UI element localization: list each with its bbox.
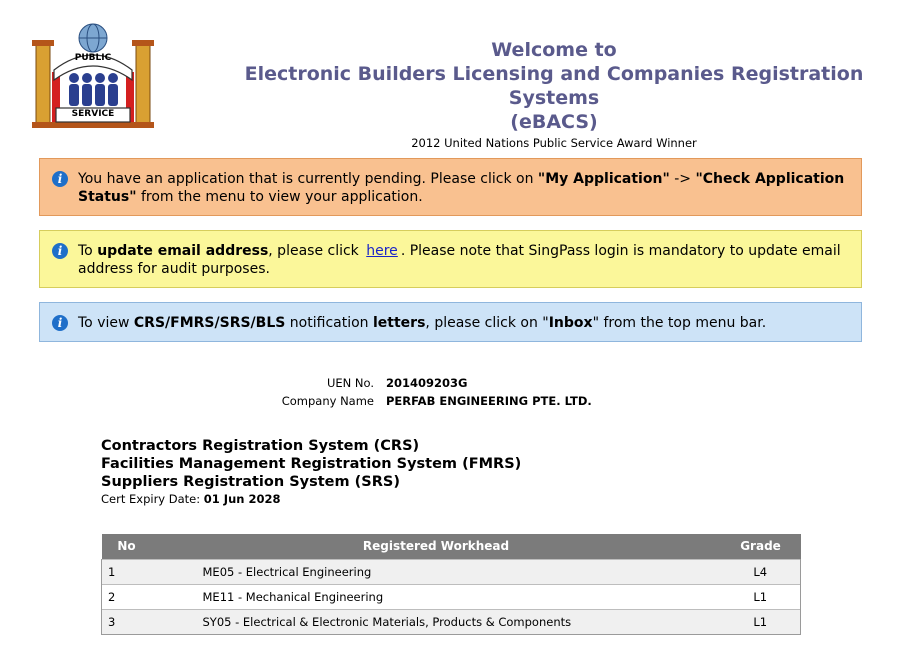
info-icon: i — [52, 243, 68, 259]
system-abbr-heading: (eBACS) — [510, 111, 598, 133]
company-name-value: PERFAB ENGINEERING PTE. LTD. — [386, 394, 592, 408]
alert-text: To — [78, 243, 98, 259]
logo-bottom-text: SERVICE — [71, 109, 115, 119]
alert-text: from the menu to view your application. — [136, 189, 423, 205]
alert-text: . Please note that SingPass login is mandatory to update email address for audit purposes. — [78, 243, 841, 277]
alert-text: notification — [285, 315, 373, 331]
table-row — [102, 559, 801, 584]
uen-label: UEN No. — [326, 376, 374, 390]
company-info — [230, 374, 592, 410]
uen-value: 201409203G — [386, 376, 468, 390]
info-icon: i — [52, 171, 68, 187]
table-header-row — [102, 534, 801, 559]
logo-top-text: PUBLIC — [74, 53, 112, 63]
alert-bold-update-email: update email address — [97, 243, 269, 259]
inbox-notification-alert — [39, 302, 862, 342]
alert-text: To view — [78, 315, 134, 331]
alert-text: , please click — [268, 243, 364, 259]
srs-title: Suppliers Registration System (SRS) — [101, 474, 400, 490]
cell-no: 2 — [102, 584, 152, 609]
award-text: 2012 United Nations Public Service Award Winner — [411, 136, 697, 150]
cell-no: 3 — [102, 609, 152, 634]
pending-application-alert — [39, 158, 862, 216]
cell-workhead: ME05 - Electrical Engineering — [152, 559, 721, 584]
alert-text: , please click on " — [425, 315, 549, 331]
column-header-workhead: Registered Workhead — [152, 534, 721, 559]
cell-grade: L4 — [721, 559, 801, 584]
cell-workhead: SY05 - Electrical & Electronic Materials, Products & Components — [152, 609, 721, 634]
system-name-heading: Electronic Builders Licensing and Companies Registration Systems — [244, 63, 864, 109]
update-email-link[interactable]: here — [366, 243, 398, 259]
cert-expiry — [101, 492, 521, 506]
cell-workhead: ME11 - Mechanical Engineering — [152, 584, 721, 609]
crs-title: Contractors Registration System (CRS) — [101, 438, 420, 454]
column-header-grade: Grade — [721, 534, 801, 559]
cert-expiry-value: 01 Jun 2028 — [203, 492, 281, 506]
alert-text: " from the top menu bar. — [592, 315, 767, 331]
alert-bold-inbox: Inbox — [548, 315, 593, 331]
table-row — [102, 584, 801, 609]
cell-grade: L1 — [721, 609, 801, 634]
table-row — [102, 609, 801, 634]
alert-text: You have an application that is currently pending. Please click on — [78, 171, 538, 187]
cell-no: 1 — [102, 559, 152, 584]
info-icon: i — [52, 315, 68, 331]
column-header-no: No — [102, 534, 152, 559]
fmrs-title: Facilities Management Registration System (FMRS) — [101, 456, 522, 472]
alert-bold-my-application: "My Application" — [537, 171, 670, 187]
cell-grade: L1 — [721, 584, 801, 609]
registered-workhead-table — [101, 534, 801, 635]
alert-bold-systems: CRS/FMRS/SRS/BLS — [133, 315, 286, 331]
update-email-alert — [39, 230, 862, 288]
public-service-logo — [32, 22, 154, 130]
alert-bold-letters: letters — [373, 315, 426, 331]
welcome-heading: Welcome to — [491, 39, 617, 61]
company-name-label: Company Name — [281, 394, 374, 408]
cert-expiry-label: Cert Expiry Date: — [101, 492, 204, 506]
page-header — [220, 38, 888, 150]
alert-bold-check-status: "Check Application Status" — [78, 171, 845, 205]
registration-systems — [101, 437, 521, 506]
alert-text: -> — [669, 171, 696, 187]
